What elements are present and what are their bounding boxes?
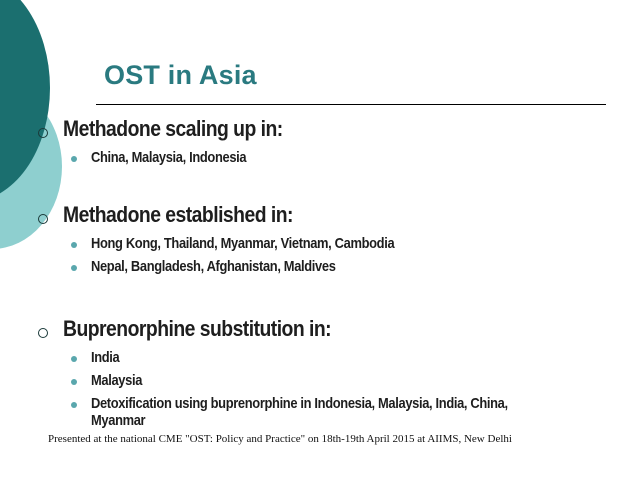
dot-bullet-icon: [71, 356, 77, 362]
list-item-text: India: [91, 349, 120, 366]
dot-bullet-icon: [71, 379, 77, 385]
dot-bullet-icon: [71, 242, 77, 248]
dot-bullet-icon: [71, 265, 77, 271]
section-heading: Methadone established in:: [63, 202, 293, 227]
list-item-text: Hong Kong, Thailand, Myanmar, Vietnam, Cambodia: [91, 235, 395, 252]
section-heading: Buprenorphine substitution in:: [63, 316, 332, 341]
dot-bullet-icon: [71, 402, 77, 408]
list-item-text: Detoxification using buprenorphine in Indonesia, Malaysia, India, China, Myanmar: [91, 395, 508, 429]
title-underline: [96, 104, 606, 105]
ring-bullet-icon: [38, 214, 48, 224]
ring-bullet-icon: [38, 328, 48, 338]
list-item-text: Malaysia: [91, 372, 143, 389]
footer-note: Presented at the national CME "OST: Policy and Practice" on 18th-19th April 2015 at AIIMS, New Delhi: [48, 433, 512, 445]
list-item-text: China, Malaysia, Indonesia: [91, 149, 247, 166]
list-item-text: Nepal, Bangladesh, Afghanistan, Maldives: [91, 258, 336, 275]
ring-bullet-icon: [38, 128, 48, 138]
dot-bullet-icon: [71, 156, 77, 162]
section-heading: Methadone scaling up in:: [63, 116, 283, 141]
slide-title: OST in Asia: [104, 60, 257, 90]
